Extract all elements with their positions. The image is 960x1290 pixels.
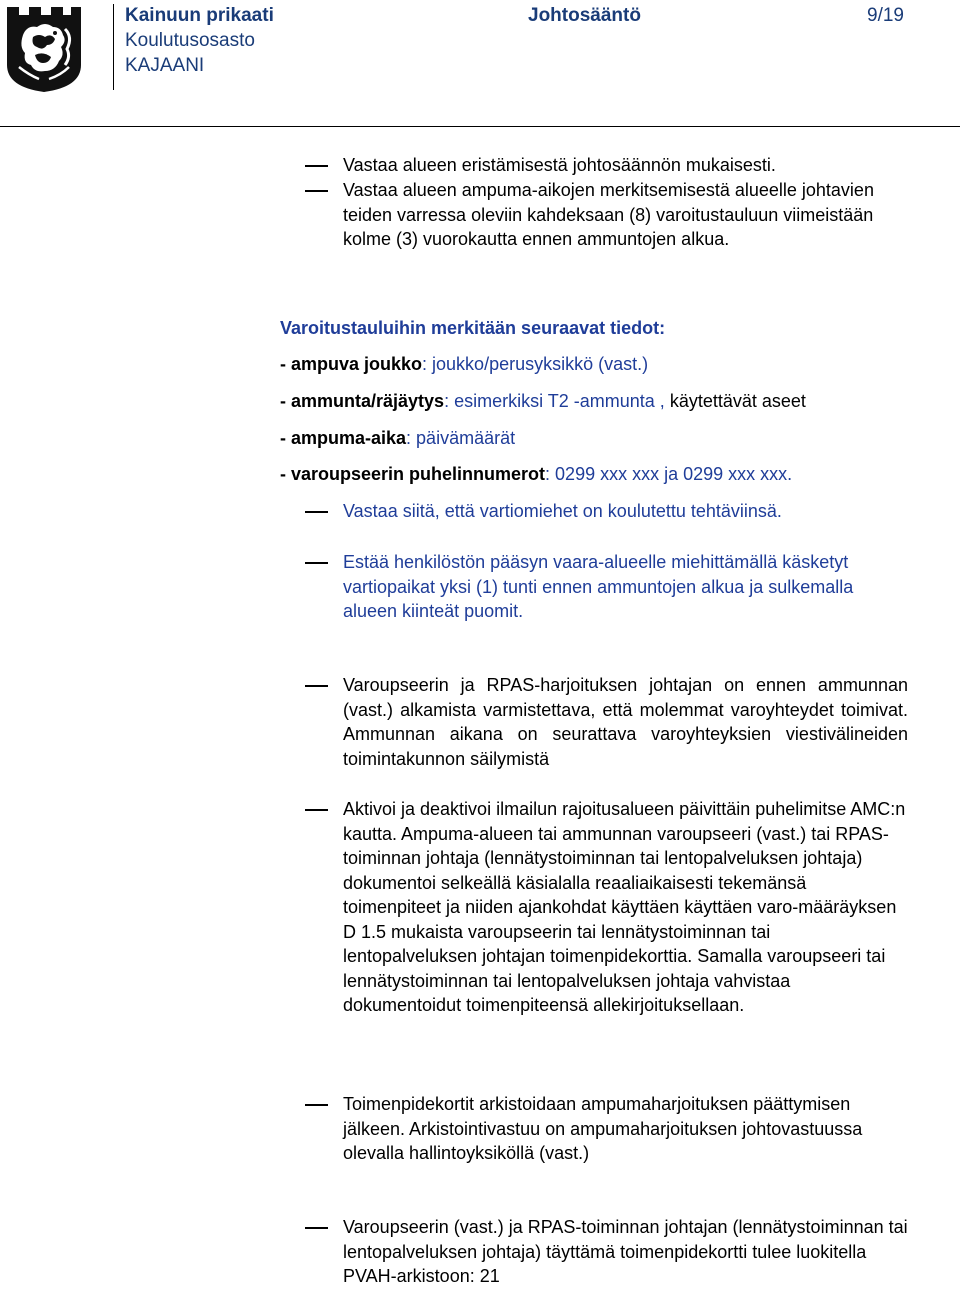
sign-line [280, 389, 806, 413]
header-rule [0, 126, 960, 127]
signs-heading: Varoitustauluihin merkitään seuraavat tiedot: [280, 318, 666, 338]
dash-bullet [305, 562, 328, 564]
list-item: Toimenpidekortit arkistoidaan ampumaharjoituksen päättymisen jälkeen. Arkistointivastuu on ampumaharjoituksen johtovastuussa olevalla hallintoyksiköllä (vast.) [343, 1092, 908, 1166]
sign-line-label: - ampuma-aika [280, 428, 407, 448]
dash-bullet [305, 1104, 328, 1106]
header-divider [113, 4, 114, 90]
sign-line-label: - ammunta/räjäytys [280, 391, 445, 411]
dept-name: Koulutusosasto [125, 30, 255, 51]
sign-line-text: : päivämäärät [406, 428, 516, 448]
sign-line-label: - varoupseerin puhelinnumerot [280, 464, 546, 484]
list-item: Vastaa alueen ampuma-aikojen merkitsemisestä alueelle johtavien teiden varressa oleviin kahdeksaan (8) varoitustauluun viimeistään kolme (3) vuorokautta ennen ammuntojen alkua. [343, 178, 908, 252]
dash-bullet [305, 809, 328, 811]
sign-line-separator: , [654, 391, 670, 411]
list-item: Varoupseerin (vast.) ja RPAS-toiminnan johtajan (lennätystoiminnan tai lentopalveluksen johtaja) täyttämä toimenpidekortti tulee luokitella PVAH-arkistoon: 21 [343, 1215, 908, 1289]
sign-line-text-2: käytettävät aseet [669, 391, 806, 411]
list-item: Varoupseerin ja RPAS-harjoituksen johtajan on ennen ammunnan (vast.) alkamista varmistettava, että molemmat varoyhteydet toimivat. Ammunnan aikana on seurattava varoyhteyksien viestivälineiden toimintakunnon säilymistä [343, 673, 908, 771]
page-header [0, 0, 960, 96]
sign-line-text: : 0299 xxx xxx ja 0299 xxx xxx. [545, 464, 793, 484]
dash-bullet [305, 1227, 328, 1229]
dash-bullet [305, 685, 328, 687]
dash-bullet [305, 165, 328, 167]
city-name: KAJAANI [125, 55, 205, 76]
sign-line [280, 462, 792, 486]
sign-line-text: : esimerkiksi T2 -ammunta [444, 391, 655, 411]
list-item: Aktivoi ja deaktivoi ilmailun rajoitusalueen päivittäin puhelimitse AMC:n kautta. Ampuma-alueen tai ammunnan varoupseeri (vast.) tai RPAS-toiminnan johtaja (lennätystoiminnan tai lentopalveluksen johtaja) dokumentoi selkeällä käsialalla reaaliaikaisesti tekemänsä toimenpiteet ja niiden ajankohdat käyttäen käyttäen varo-määräyksen D 1.5 mukaista varoupseerin tai lennätystoiminnan tai lentopalveluksen johtajan toimenpidekorttia. Samalla varoupseeri tai lennätystoiminnan tai lentopalveluksen johtaja vahvistaa dokumentoidut toimenpiteensä allekirjoituksellaan. [343, 797, 908, 1018]
dash-bullet [305, 190, 328, 192]
list-item: Vastaa alueen eristämisestä johtosäännön mukaisesti. [343, 153, 908, 178]
dash-bullet [305, 511, 328, 513]
list-item: Estää henkilöstön pääsyn vaara-alueelle miehittämällä käsketyt vartiopaikat yksi (1) tunti ennen ammuntojen alkua ja sulkemalla alueen kiinteät puomit. [343, 550, 908, 624]
document-title: Johtosääntö [528, 5, 641, 26]
page-number: 9/19 [867, 5, 904, 26]
sign-line-label: - ampuva joukko [280, 354, 423, 374]
header-org-block [125, 3, 274, 78]
org-name: Kainuun prikaati [125, 5, 274, 26]
sign-line [280, 352, 648, 376]
list-item: Vastaa siitä, että vartiomiehet on koulutettu tehtäviinsä. [343, 499, 908, 524]
sign-line-text: : joukko/perusyksikkö (vast.) [422, 354, 649, 374]
kainuu-brigade-logo [5, 5, 83, 93]
sign-line [280, 426, 515, 450]
